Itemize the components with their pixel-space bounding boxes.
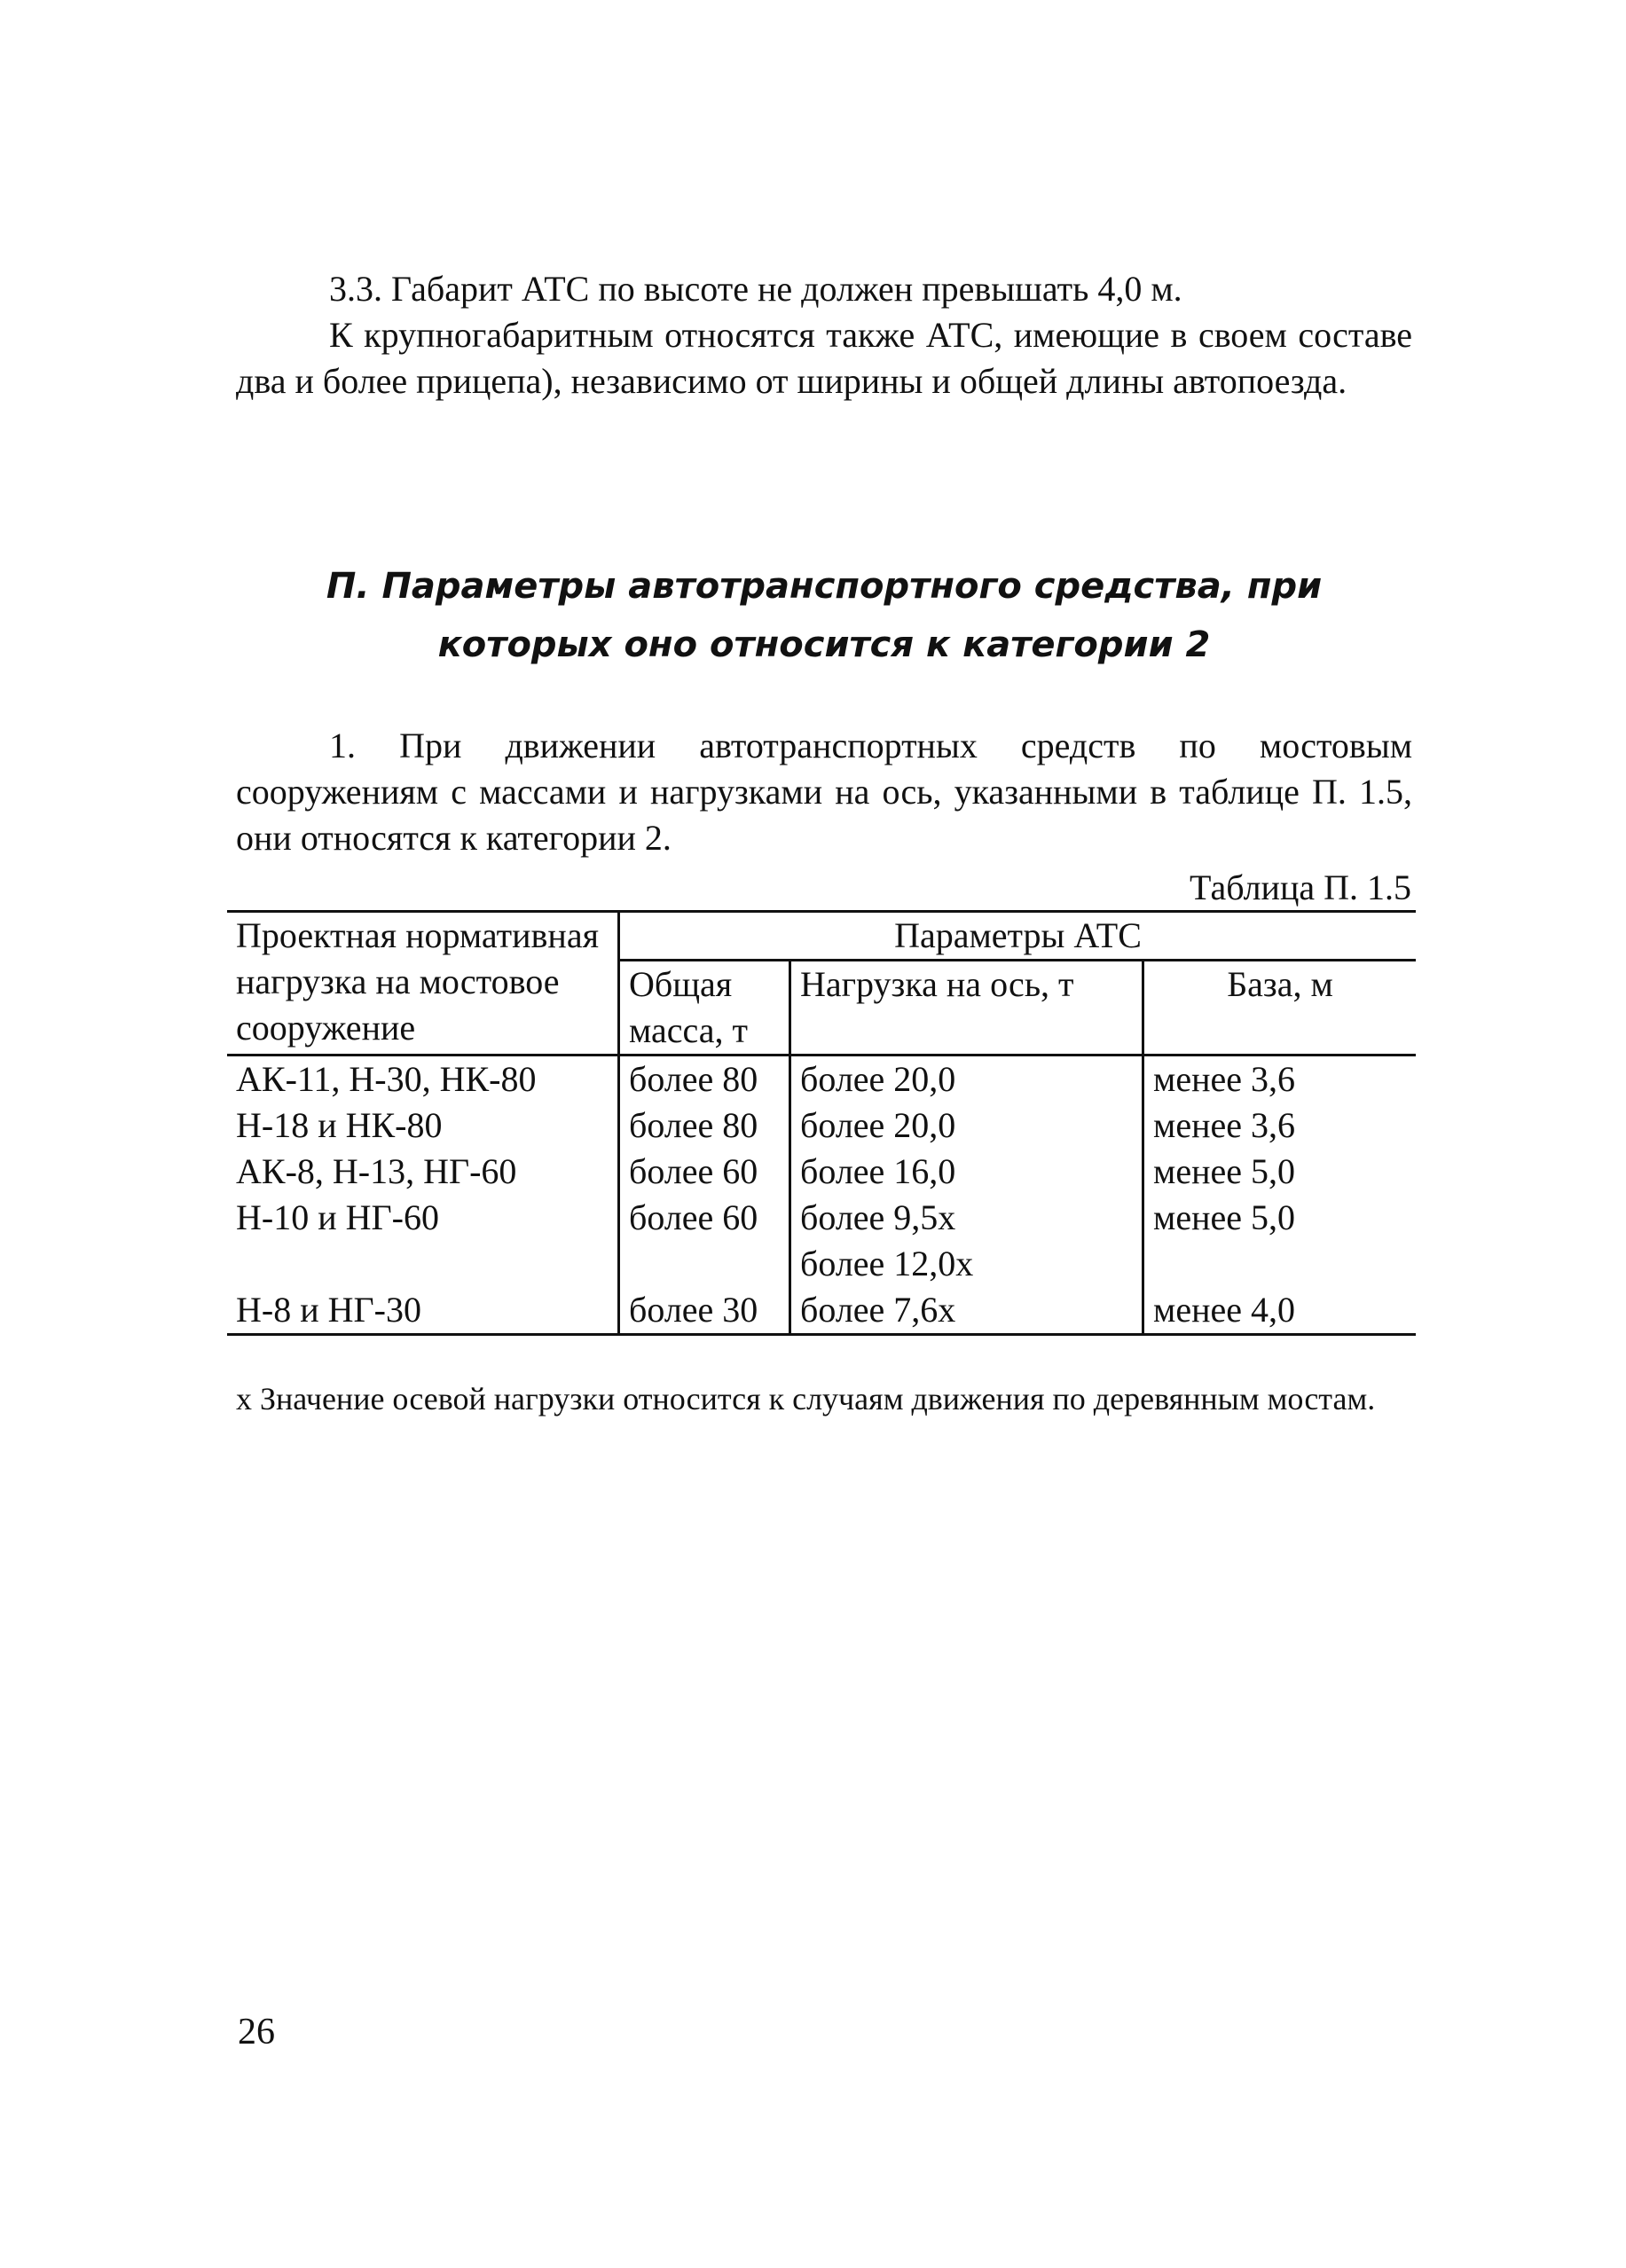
table-row [227,1103,1416,1149]
table-row [227,1241,1416,1287]
cell-mass: более 60 [619,1195,790,1241]
cell-axle: более 20,0 [790,1103,1143,1149]
cell-mass: более 60 [619,1149,790,1195]
table-row [227,1287,1416,1335]
header-design-load: Проектная нормативная нагрузка на мостовое сооружение [227,912,619,1056]
parameters-table [227,910,1416,1336]
cell-axle: более 16,0 [790,1149,1143,1195]
paragraph-3-3 [236,266,1412,404]
cell-base: менее 3,6 [1143,1103,1417,1149]
cell-base: менее 3,6 [1143,1056,1417,1103]
header-total-mass: Общая масса, т [619,961,790,1056]
cell-base: менее 4,0 [1143,1287,1417,1335]
table-row [227,1149,1416,1195]
cell-axle: более 12,0х [790,1241,1143,1287]
table-row [227,1195,1416,1241]
cell-load [227,1241,619,1287]
paragraph-1: 1. При движении автотранспортных средств по мостовым сооружениям с массами и нагрузками на ось, указанными в таблице П. 1.5, они относятся к категории 2. [236,726,1412,858]
cell-load: АК-11, Н-30, НК-80 [236,1059,537,1099]
cell-load: АК-8, Н-13, НГ-60 [236,1151,517,1191]
cell-mass: более 80 [619,1056,790,1103]
header-ats-parameters: Параметры АТС [619,912,1417,961]
cell-mass [619,1241,790,1287]
cell-load: Н-18 и НК-80 [236,1105,443,1145]
cell-axle: более 7,6х [790,1287,1143,1335]
cell-load: Н-10 и НГ-60 [236,1197,439,1237]
section-heading: П. Параметры автотранспортного средства, при которых оно относится к категории 2 [326,566,1323,665]
cell-axle: более 9,5х [790,1195,1143,1241]
paragraph-3-3-line1: 3.3. Габарит АТС по высоте не должен превышать 4,0 м. [329,269,1182,309]
header-base: База, м [1143,961,1417,1056]
paragraph-3-3-rest: К крупногабаритным относятся также АТС, имеющие в своем составе два и более прицепа), независимо от ширины и общей длины автопоезда. [236,315,1412,401]
table-footnote: х Значение осевой нагрузки относится к случаям движения по деревянным мостам. [236,1381,1376,1417]
cell-base [1143,1241,1417,1287]
table-row [227,1056,1416,1103]
table-caption: Таблица П. 1.5 [1190,867,1411,907]
page-number: 26 [238,2012,275,2052]
cell-axle: более 20,0 [790,1056,1143,1103]
cell-mass: более 80 [619,1103,790,1149]
cell-base: менее 5,0 [1143,1149,1417,1195]
header-axle-load: Нагрузка на ось, т [790,961,1143,1056]
cell-load: Н-8 и НГ-30 [227,1287,619,1335]
cell-mass: более 30 [619,1287,790,1335]
cell-base: менее 5,0 [1143,1195,1417,1241]
